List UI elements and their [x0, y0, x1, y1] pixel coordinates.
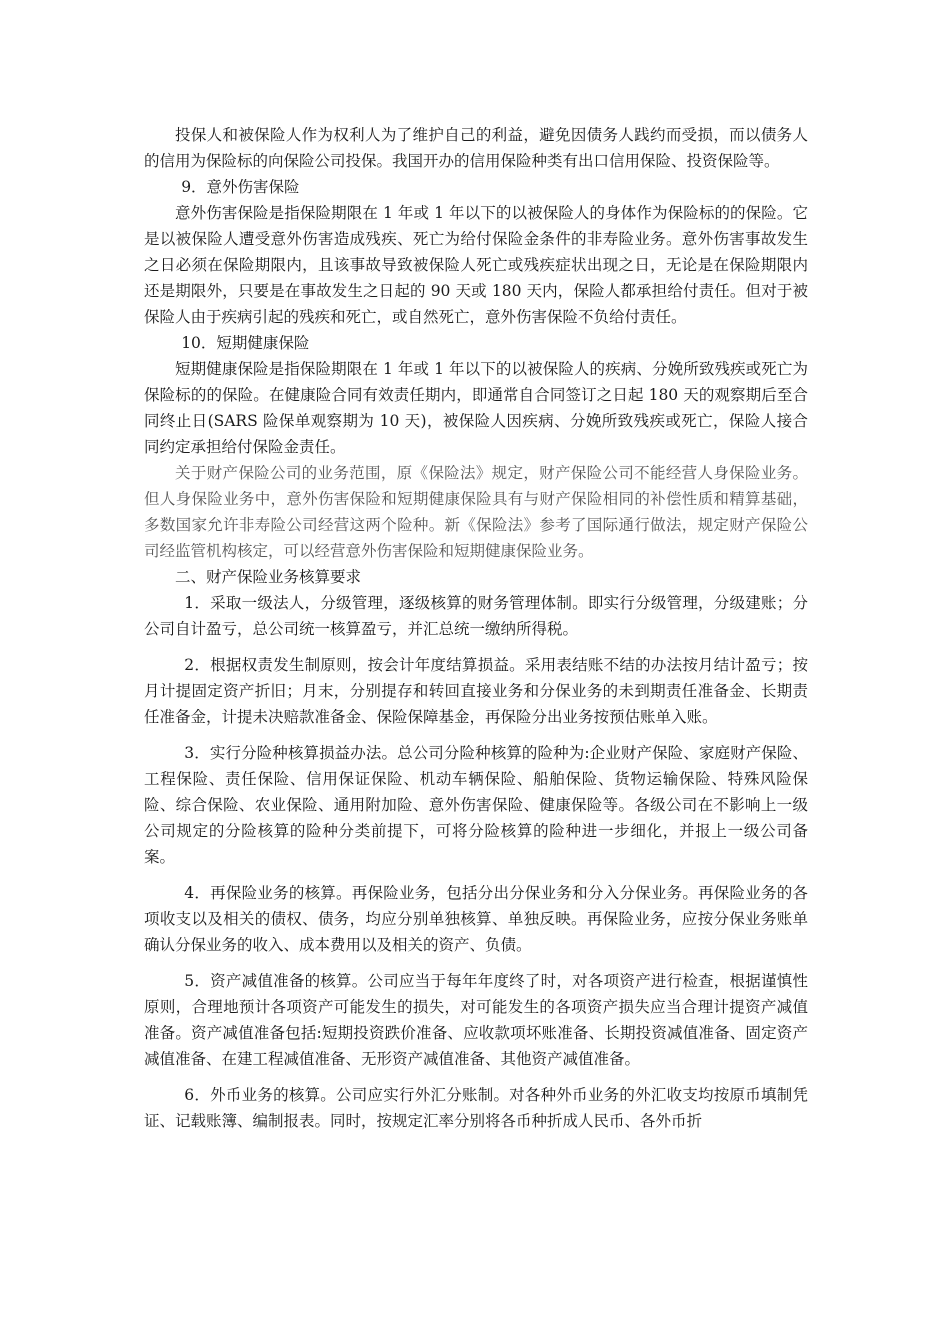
- paragraph-credit-insurance: 投保人和被保险人作为权利人为了维护自己的利益，避免因债务人践约而受损，而以债务人的信用为保险标的向保险公司投保。我国开办的信用保险种类有出口信用保险、投资保险等。: [144, 126, 808, 170]
- list-item-accounting-1: 1．采取一级法人，分级管理，逐级核算的财务管理体制。即实行分级管理，分级建账；分公司自计盈亏，总公司统一核算盈亏，并汇总统一缴纳所得税。: [144, 594, 808, 638]
- section-heading-short-term-health: 10．短期健康保险: [181, 334, 310, 352]
- section-heading-accounting-requirements: 二、财产保险业务核算要求: [175, 568, 362, 586]
- list-item-accounting-6: 6．外币业务的核算。公司应实行外汇分账制。对各种外币业务的外汇收支均按原币填制凭证、记载账簿、编制报表。同时，按规定汇率分别将各币种折成人民币、各外币折: [144, 1086, 808, 1130]
- list-item-accounting-2: 2．根据权责发生制原则，按会计年度结算损益。采用表结账不结的办法按月结计盈亏；按月计提固定资产折旧；月末，分别提存和转回直接业务和分保业务的未到期责任准备金、长期责任准备金，计提未决赔款准备金、保险保障基金，再保险分出业务按预估账单入账。: [144, 656, 808, 726]
- document-body: [144, 122, 808, 1134]
- list-item-accounting-5: 5．资产减值准备的核算。公司应当于每年年度终了时，对各项资产进行检查，根据谨慎性原则，合理地预计各项资产可能发生的损失，对可能发生的各项资产损失应当合理计提资产减值准备。资产减值准备包括:短期投资跌价准备、应收款项坏账准备、长期投资减值准备、固定资产减值准备、在建工程减值准备、无形资产减值准备、其他资产减值准备。: [144, 972, 808, 1068]
- paragraph-short-term-health: 短期健康保险是指保险期限在 1 年或 1 年以下的以被保险人的疾病、分娩所致残疾或死亡为保险标的的保险。在健康险合同有效责任期内，即通常自合同签订之日起 180 天的观察期后至合同终止日(SARS 险保单观察期为 10 天)，被保险人因疾病、分娩所致残疾或死亡，保险人接合同约定承担给付保险金责任。: [144, 360, 808, 456]
- list-item-accounting-4: 4．再保险业务的核算。再保险业务，包括分出分保业务和分入分保业务。再保险业务的各项收支以及相关的债权、债务，均应分别单独核算、单独反映。再保险业务，应按分保业务账单确认分保业务的收入、成本费用以及相关的资产、负债。: [144, 884, 808, 954]
- paragraph-accident-insurance: 意外伤害保险是指保险期限在 1 年或 1 年以下的以被保险人的身体作为保险标的的保险。它是以被保险人遭受意外伤害造成残疾、死亡为给付保险金条件的非寿险业务。意外伤害事故发生之日必须在保险期限内，且该事故导致被保险人死亡或残疾症状出现之日，无论是在保险期限内还是期限外，只要是在事故发生之日起的 90 天或 180 天内，保险人都承担给付责任。但对于被保险人由于疾病引起的残疾和死亡，或自然死亡，意外伤害保险不负给付责任。: [144, 204, 808, 326]
- list-item-accounting-3: 3．实行分险种核算损益办法。总公司分险种核算的险种为:企业财产保险、家庭财产保险、工程保险、责任保险、信用保证保险、机动车辆保险、船舶保险、货物运输保险、特殊风险保险、综合保险、农业保险、通用附加险、意外伤害保险、健康保险等。各级公司在不影响上一级公司规定的分险核算的险种分类前提下，可将分险核算的险种进一步细化，并报上一级公司备案。: [144, 744, 808, 866]
- section-heading-accident-insurance: 9．意外伤害保险: [181, 178, 300, 196]
- paragraph-business-scope: 关于财产保险公司的业务范围，原《保险法》规定，财产保险公司不能经营人身保险业务。但人身保险业务中，意外伤害保险和短期健康保险具有与财产保险相同的补偿性质和精算基础，多数国家允许非寿险公司经营这两个险种。新《保险法》参考了国际通行做法，规定财产保险公司经监管机构核定，可以经营意外伤害保险和短期健康保险业务。: [144, 464, 808, 560]
